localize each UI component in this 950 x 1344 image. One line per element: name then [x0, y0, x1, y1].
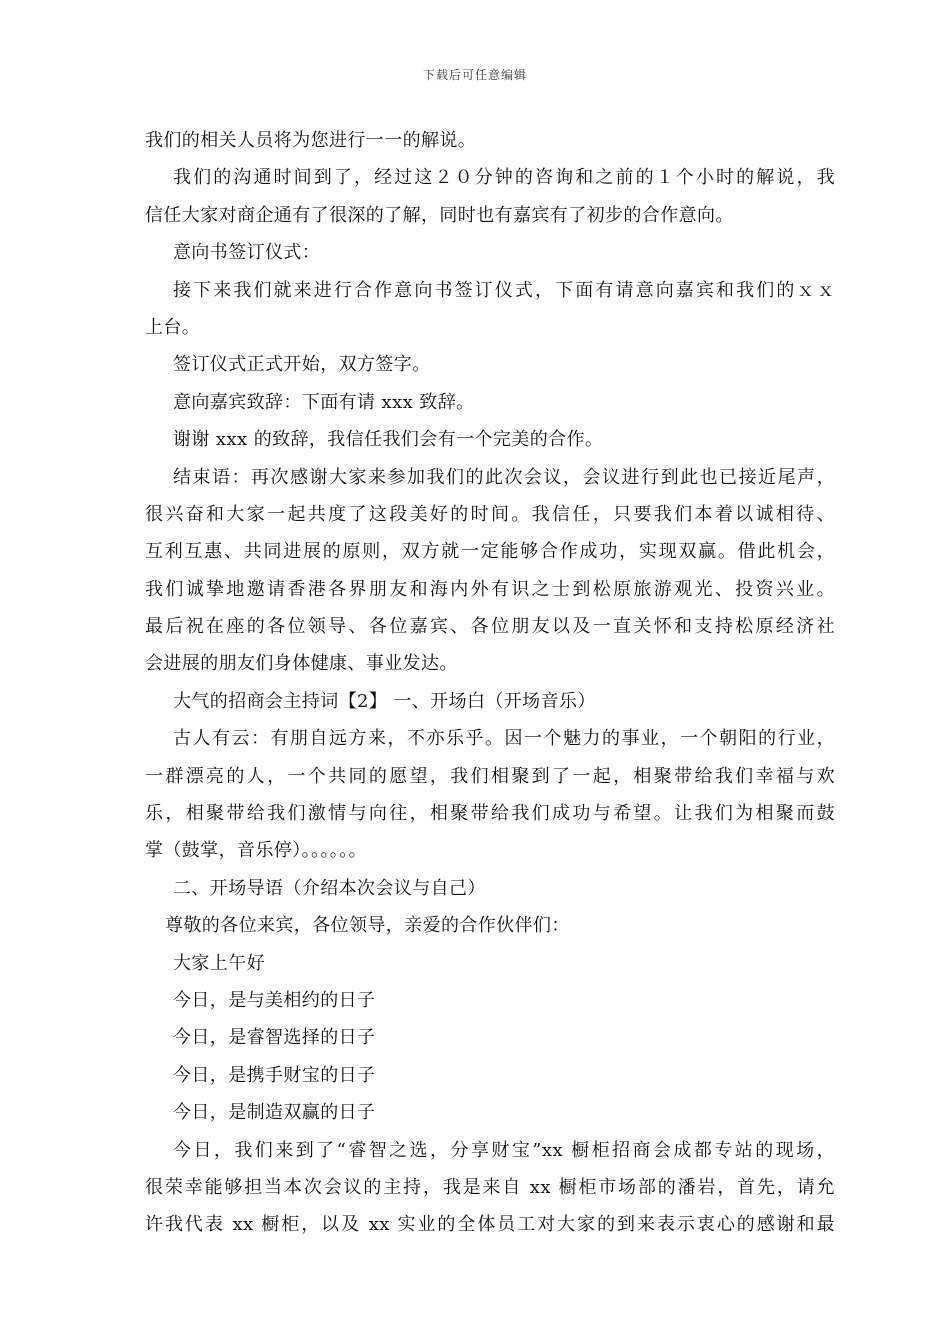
text-line: 会进展的朋友们身体健康、事业发达。	[145, 653, 458, 675]
text-line: 我们诚挚地邀请香港各界朋友和海内外有识之士到松原旅游观光、投资兴业。	[145, 578, 835, 600]
text-line: 结束语：再次感谢大家来参加我们的此次会议，会议进行到此也已接近尾声，	[173, 466, 835, 488]
text-line: 尊敬的各位来宾，各位领导，亲爱的合作伙伴们：	[165, 915, 570, 937]
text-line: 最后祝在座的各位领导、各位嘉宾、各位朋友以及一直关怀和支持松原经济社	[145, 616, 835, 638]
text-line: 掌（鼓掌，音乐停）。。。。。。	[145, 840, 367, 862]
text-line: 二、开场导语（介绍本次会议与自己）	[173, 877, 486, 899]
text-line: 我们的沟通时间到了，经过这２０分钟的咨询和之前的１个小时的解说，我	[173, 167, 835, 189]
text-line: 上台。	[145, 316, 201, 338]
text-line: 一群漂亮的人，一个共同的愿望，我们相聚到了一起，相聚带给我们幸福与欢	[145, 765, 835, 787]
text-line: 古人有云：有朋自远方来，不亦乐乎。因一个魅力的事业，一个朝阳的行业，	[173, 728, 835, 750]
text-line: 今日，是睿智选择的日子	[173, 1027, 376, 1049]
text-line: 意向嘉宾致辞：下面有请 xxx 致辞。	[173, 391, 475, 413]
text-line: 今日，是与美相约的日子	[173, 989, 376, 1011]
text-line: 签订仪式正式开始，双方签字。	[173, 354, 431, 376]
text-line: 很荣幸能够担当本次会议的主持，我是来自 xx 橱柜市场部的潘岩，首先，请允	[145, 1176, 835, 1198]
text-line: 今日，是制造双赢的日子	[173, 1102, 376, 1124]
document-body	[145, 122, 835, 1244]
text-line: 今日，是携手财宝的日子	[173, 1064, 376, 1086]
text-line: 大家上午好	[173, 952, 265, 974]
text-line: 意向书签订仪式：	[173, 242, 321, 264]
text-line: 很兴奋和大家一起共度了这段美好的时间。我信任，只要我们本着以诚相待、	[145, 503, 835, 525]
text-line: 信任大家对商企通有了很深的了解，同时也有嘉宾有了初步的合作意向。	[145, 204, 734, 226]
text-line: 今日，我们来到了“睿智之选，分享财宝”xx 橱柜招商会成都专站的现场，	[173, 1139, 835, 1161]
text-line: 许我代表 xx 橱柜，以及 xx 实业的全体员工对大家的到来表示衷心的感谢和最	[145, 1214, 835, 1236]
text-line: 我们的相关人员将为您进行一一的解说。	[145, 130, 477, 151]
text-line: 互利互惠、共同进展的原则，双方就一定能够合作成功，实现双赢。借此机会，	[145, 541, 835, 563]
page-header-note: 下载后可任意编辑	[422, 68, 527, 82]
text-line: 大气的招商会主持词【2】 一、开场白（开场音乐）	[173, 690, 596, 712]
text-line: 接下来我们就来进行合作意向书签订仪式，下面有请意向嘉宾和我们的ｘｘ	[173, 279, 835, 301]
text-line: 谢谢 xxx 的致辞，我信任我们会有一个完美的合作。	[173, 429, 604, 451]
text-line: 乐，相聚带给我们激情与向往，相聚带给我们成功与希望。让我们为相聚而鼓	[145, 803, 835, 825]
